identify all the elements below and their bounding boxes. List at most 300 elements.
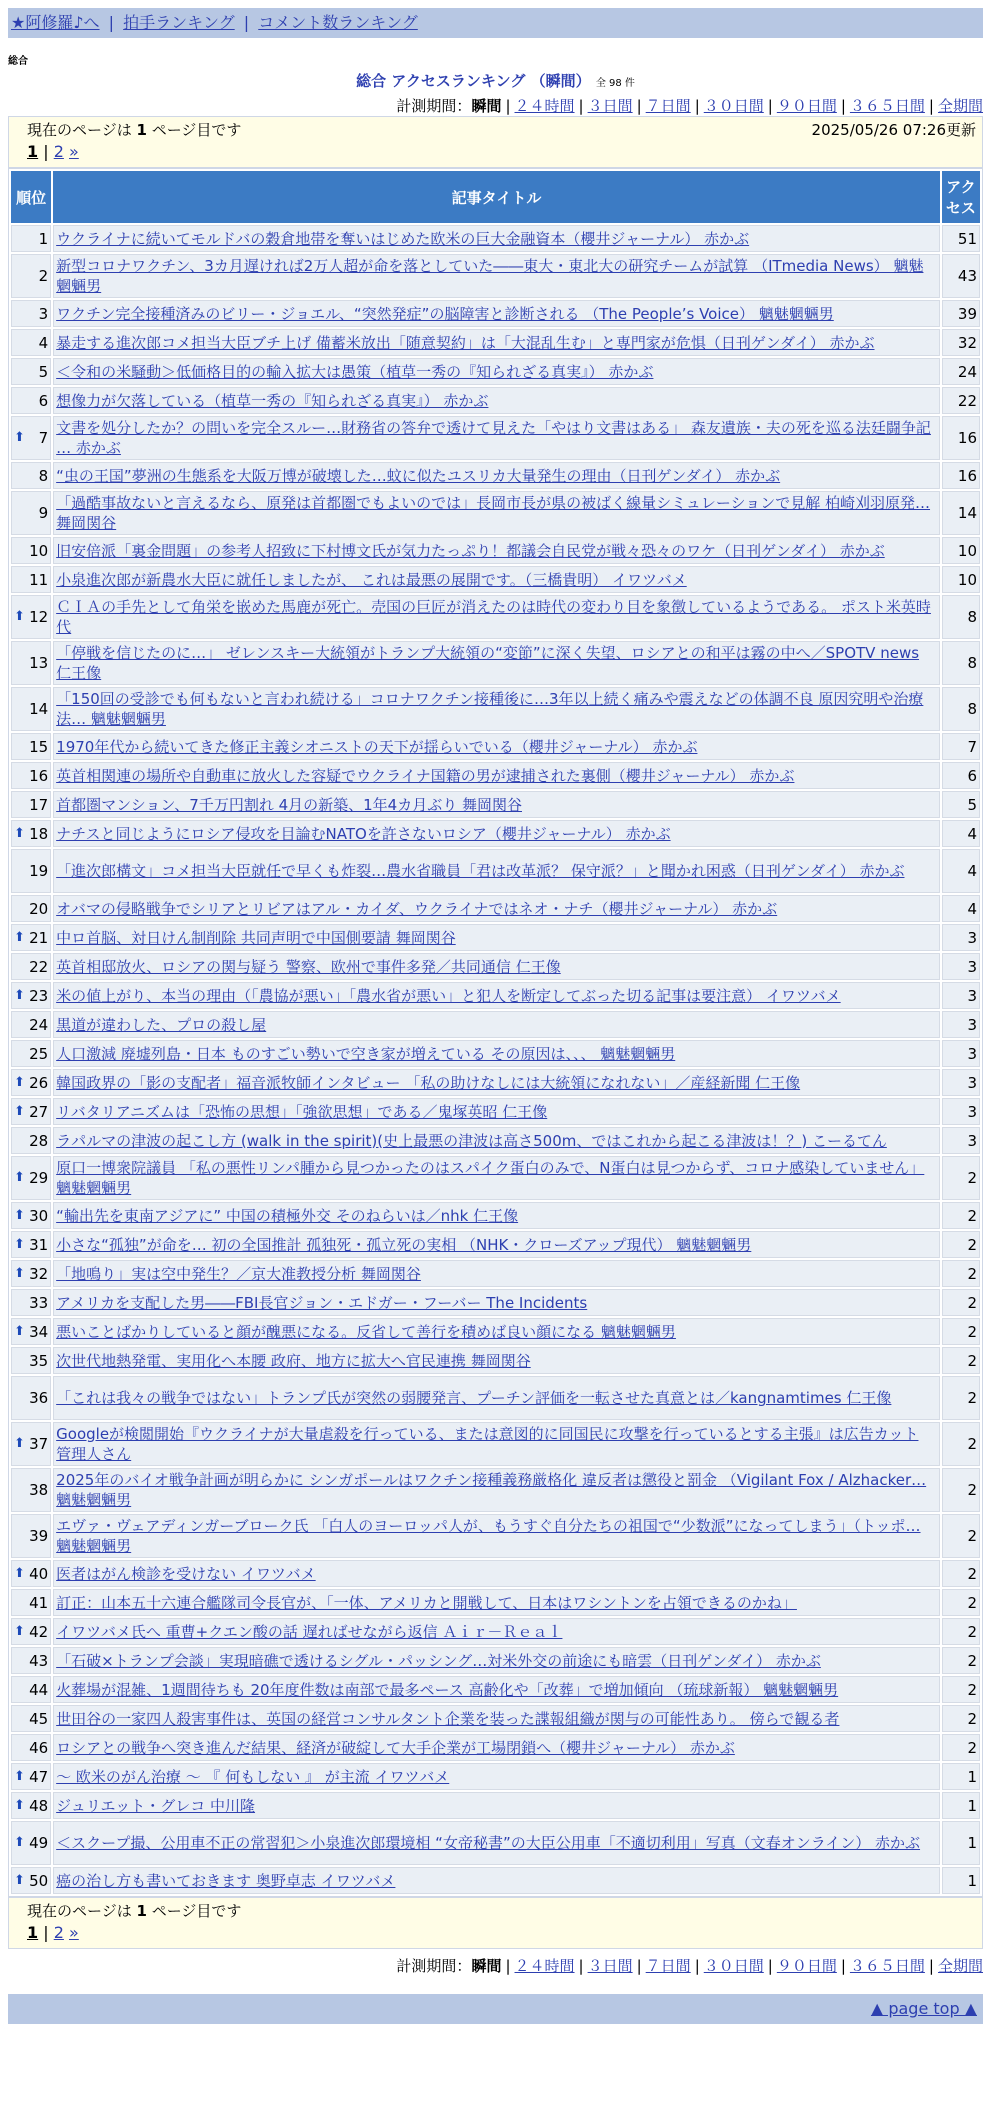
access-count: 1 — [942, 1763, 980, 1790]
access-count: 2 — [942, 1231, 980, 1258]
rank-cell — [11, 641, 51, 685]
period-separator: | — [636, 97, 642, 115]
article-link[interactable]: ロシアとの戦争へ突き進んだ結果、経済が破綻して大手企業が工場閉鎖へ（櫻井ジャーナル） 赤かぶ — [56, 1738, 735, 1757]
article-link[interactable]: Googleが検閲開始『ウクライナが大量虐殺を行っている、または意図的に同国民に攻撃を行っているとする主張』は広告カット 管理人さん — [56, 1425, 919, 1463]
table-row — [11, 953, 980, 980]
title-cell — [53, 1422, 940, 1466]
table-row — [11, 1260, 980, 1287]
page-link-2[interactable]: 2 — [53, 142, 64, 161]
title-cell — [53, 1011, 940, 1038]
article-link[interactable]: 「停戦を信じたのに…」 ゼレンスキー大統領がトランプ大統領の“変節”に深く失望、ロシアとの和平は霧の中へ／SPOTV news 仁王像 — [56, 644, 920, 682]
rank-cell — [11, 1734, 51, 1761]
rank-number: 45 — [29, 1709, 49, 1728]
rank-up-arrow-icon: ⬆ — [14, 1768, 25, 1784]
table-row — [11, 1156, 980, 1200]
table-row — [11, 1676, 980, 1703]
title-cell — [53, 1867, 940, 1894]
rank-number: 12 — [29, 608, 49, 626]
article-link[interactable]: 「地鳴り」実は空中発生？／京大准教授分析 舞岡関谷 — [56, 1264, 421, 1283]
rank-number: 47 — [29, 1767, 49, 1786]
access-count: 2 — [942, 1468, 980, 1512]
article-link[interactable]: ウクライナに続いてモルドバの穀倉地帯を奪いはじめた欧米の巨大金融資本（櫻井ジャーナル） 赤かぶ — [56, 229, 750, 248]
rank-number: 27 — [29, 1102, 49, 1121]
rank-number: 49 — [29, 1834, 49, 1852]
article-link[interactable]: 小さな“孤独”が命を… 初の全国推計 孤独死・孤立死の実相 （NHK・クローズアップ現代） 魑魅魍魎男 — [56, 1235, 752, 1254]
title-cell — [53, 982, 940, 1009]
table-row — [11, 895, 980, 922]
access-count: 14 — [942, 491, 980, 535]
rank-cell — [11, 1589, 51, 1616]
rank-cell — [11, 1676, 51, 1703]
article-link[interactable]: 「進次郎構文」コメ担当大臣就任で早くも炸裂…農水省職員「君は改革派？ 保守派？」と聞かれ困惑（日刊ゲンダイ） 赤かぶ — [56, 862, 905, 880]
article-link[interactable]: 医者はがん検診を受けない イワツバメ — [56, 1564, 316, 1583]
article-link[interactable]: 旧安倍派「裏金問題」の参考人招致に下村博文氏が気力たっぷり！都議会自民党が戦々恐々のワケ（日刊ゲンダイ） 赤かぶ — [56, 541, 885, 560]
rank-number: 48 — [29, 1796, 49, 1815]
rank-number: 17 — [29, 795, 49, 814]
table-row — [11, 924, 980, 951]
rank-number: 8 — [38, 466, 49, 485]
rank-cell — [11, 1156, 51, 1200]
rank-cell — [11, 982, 51, 1009]
table-row — [11, 1040, 980, 1067]
article-link[interactable]: 2025年のバイオ戦争計画が明らかに シンガポールはワクチン接種義務厳格化 違反者は懲役と罰金 （Vigilant Fox / Alzhacker… 魑魅魍魎男 — [56, 1471, 927, 1509]
title-cell — [53, 595, 940, 639]
table-row — [11, 1202, 980, 1229]
rank-cell — [11, 1069, 51, 1096]
period-link[interactable]: ３６５日間 — [849, 1957, 925, 1975]
article-link[interactable]: 「150回の受診でも何もないと言われ続ける」コロナワクチン接種後に…3年以上続く痛みや震えなどの体調不良 原因究明や治療法… 魑魅魍魎男 — [56, 690, 924, 728]
title-cell — [53, 1347, 940, 1374]
rank-up-arrow-icon: ⬆ — [14, 430, 25, 445]
title-cell — [53, 1821, 940, 1865]
period-link[interactable]: ３日間 — [587, 97, 633, 115]
rank-cell — [11, 1260, 51, 1287]
title-cell — [53, 358, 940, 385]
article-link[interactable]: ＣＩＡの手先として角栄を嵌めた馬鹿が死亡。売国の巨匠が消えたのは時代の変わり目を象徴しているようである。 ポスト米英時代 — [56, 598, 931, 636]
rank-cell — [11, 358, 51, 385]
rank-up-arrow-icon: ⬆ — [14, 1797, 25, 1813]
table-row — [11, 1821, 980, 1865]
rank-cell — [11, 820, 51, 847]
article-link[interactable]: 人口激減 廃墟列島・日本 ものすごい勢いで空き家が増えている その原因は、、、 魑魅魍魎男 — [56, 1044, 676, 1063]
rank-up-arrow-icon: ⬆ — [14, 929, 25, 945]
title-cell — [53, 1676, 940, 1703]
pager-bottom — [8, 1897, 983, 1949]
rank-number: 41 — [29, 1593, 49, 1612]
period-current: 瞬間 — [471, 97, 502, 115]
page-status: 現在のページは 1 ページ目です — [27, 121, 242, 139]
page-link-2[interactable]: 2 — [53, 1923, 64, 1942]
table-row — [11, 641, 980, 685]
access-count: 24 — [942, 358, 980, 385]
page-top-link[interactable]: ▲ page top ▲ — [870, 1999, 977, 2018]
title-cell — [53, 1647, 940, 1674]
pager-top — [8, 116, 983, 168]
page-links: 1 | 2 » — [27, 1923, 79, 1942]
rank-number: 11 — [29, 570, 49, 589]
access-count: 2 — [942, 1347, 980, 1374]
next-page-link[interactable]: » — [69, 1923, 79, 1942]
table-row — [11, 566, 980, 593]
title-cell — [53, 1260, 940, 1287]
period-selector-top — [8, 95, 983, 116]
rank-cell — [11, 1705, 51, 1732]
access-count: 3 — [942, 1011, 980, 1038]
title-cell — [53, 225, 940, 252]
title-cell — [53, 462, 940, 489]
access-count: 39 — [942, 300, 980, 327]
rank-number: 1 — [38, 229, 49, 248]
article-link[interactable]: ＜令和の米騒動＞低価格目的の輸入拡大は愚策（植草一秀の『知られざる真実』） 赤かぶ — [56, 362, 654, 381]
rank-cell — [11, 225, 51, 252]
article-link[interactable]: リバタリアニズムは「恐怖の思想」「強欲思想」である／鬼塚英昭 仁王像 — [56, 1102, 548, 1121]
period-link[interactable]: ９０日間 — [776, 97, 837, 115]
table-row — [11, 820, 980, 847]
page-link-current: 1 — [27, 1923, 39, 1942]
rank-number: 22 — [29, 957, 49, 976]
rank-number: 40 — [29, 1564, 49, 1583]
article-link[interactable]: 韓国政界の「影の支配者」福音派牧師インタビュー 「私の助けなしには大統領になれない」／産経新聞 仁王像 — [56, 1073, 801, 1092]
table-row — [11, 1514, 980, 1558]
table-row — [11, 1647, 980, 1674]
page-title: 総合 アクセスランキング （瞬間） — [356, 72, 591, 90]
access-count: 8 — [942, 641, 980, 685]
table-row — [11, 733, 980, 760]
table-row — [11, 1422, 980, 1466]
access-count: 10 — [942, 566, 980, 593]
rank-number: 16 — [29, 766, 49, 785]
access-count: 1 — [942, 1792, 980, 1819]
rank-cell — [11, 566, 51, 593]
table-row — [11, 791, 980, 818]
period-current: 瞬間 — [471, 1957, 502, 1975]
period-link[interactable]: ９０日間 — [776, 1957, 837, 1975]
column-header-access: アクセス — [942, 171, 980, 223]
article-link[interactable]: 悪いことばかりしていると顔が醜悪になる。反省して善行を積めば良い顔になる 魑魅魍魎男 — [56, 1322, 676, 1341]
article-link[interactable]: 黒道が違わした、プロの殺し屋 — [56, 1015, 267, 1034]
access-count: 2 — [942, 1422, 980, 1466]
period-link[interactable]: ３０日間 — [703, 1957, 764, 1975]
article-link[interactable]: 癌の治し方も書いておきます 奥野卓志 イワツバメ — [56, 1871, 396, 1890]
article-link[interactable]: 想像力が欠落している（植草一秀の『知られざる真実』） 赤かぶ — [56, 391, 489, 410]
rank-up-arrow-icon: ⬆ — [14, 1872, 25, 1888]
article-link[interactable]: 文書を処分したか？の問いを完全スルー…財務省の答弁で透けて見えた「やはり文書はある」 森友遺族・夫の死を巡る法廷闘争記 … 赤かぶ — [56, 419, 931, 457]
rank-number: 30 — [29, 1206, 49, 1225]
article-link[interactable]: 原口一博衆院議員 「私の悪性リンパ腫から見つかったのはスパイク蛋白のみで、N蛋白は見つからず、コロナ感染していません」 魑魅魍魎男 — [56, 1159, 925, 1197]
title-cell — [53, 1589, 940, 1616]
access-count: 3 — [942, 1069, 980, 1096]
title-cell — [53, 1318, 940, 1345]
rank-number: 31 — [29, 1235, 49, 1254]
title-cell — [53, 1734, 940, 1761]
rank-up-arrow-icon: ⬆ — [14, 1207, 25, 1223]
rank-number: 7 — [38, 429, 49, 447]
title-cell — [53, 820, 940, 847]
period-separator: | — [694, 1957, 700, 1975]
title-cell — [53, 1202, 940, 1229]
table-row — [11, 416, 980, 460]
nav-link-comment-ranking[interactable]: コメント数ランキング — [258, 13, 418, 32]
table-row — [11, 1867, 980, 1894]
title-cell — [53, 1127, 940, 1154]
article-link[interactable]: 次世代地熱発電、実用化へ本腰 政府、地方に拡大へ官民連携 舞岡関谷 — [56, 1351, 531, 1370]
table-row — [11, 1289, 980, 1316]
article-link[interactable]: 「これは我々の戦争ではない」トランプ氏が突然の弱腰発言、プーチン評価を一転させた真意とは／kangnamtimes 仁王像 — [56, 1389, 892, 1407]
rank-cell — [11, 791, 51, 818]
access-count: 2 — [942, 1318, 980, 1345]
rank-cell — [11, 595, 51, 639]
period-separator: | — [694, 97, 700, 115]
access-count: 3 — [942, 1127, 980, 1154]
table-row — [11, 491, 980, 535]
title-cell — [53, 924, 940, 951]
article-link[interactable]: 新型コロナワクチン、3カ月遅ければ2万人超が命を落としていた――東大・東北大の研究チームが試算 （ITmedia News） 魑魅魍魎男 — [56, 257, 924, 295]
nav-link-asyura-home[interactable]: ★阿修羅♪へ — [11, 13, 100, 32]
period-link[interactable]: ３６５日間 — [849, 97, 925, 115]
rank-cell — [11, 1231, 51, 1258]
access-count: 43 — [942, 254, 980, 298]
article-link[interactable]: ナチスと同じようにロシア侵攻を目論むNATOを許さないロシア（櫻井ジャーナル） 赤かぶ — [56, 824, 671, 843]
article-link[interactable]: 世田谷の一家四人殺害事件は、英国の経営コンサルタント企業を装った諜報組織が関与の可能性あり。 傍らで観る者 — [56, 1709, 840, 1728]
period-link[interactable]: ３０日間 — [703, 97, 764, 115]
article-link[interactable]: 1970年代から続いてきた修正主義シオニストの天下が揺らいでいる（櫻井ジャーナル） 赤かぶ — [56, 737, 698, 756]
period-label: 計測期間： — [396, 1957, 472, 1975]
title-cell — [53, 416, 940, 460]
article-link[interactable]: “輸出先を東南アジアに” 中国の積極外交 そのねらいは／nhk 仁王像 — [56, 1206, 519, 1225]
access-count: 4 — [942, 849, 980, 893]
rank-number: 21 — [29, 928, 49, 947]
rank-number: 26 — [29, 1073, 49, 1092]
rank-up-arrow-icon: ⬆ — [14, 987, 25, 1003]
rank-cell — [11, 895, 51, 922]
rank-cell — [11, 1127, 51, 1154]
table-row — [11, 595, 980, 639]
article-link[interactable]: “虫の王国”夢洲の生態系を大阪万博が破壊した…蚊に似たユスリカ大量発生の理由（日刊ゲンダイ） 赤かぶ — [56, 466, 781, 485]
article-link[interactable]: 首都圏マンション、7千万円割れ 4月の新築、1年4カ月ぶり 舞岡関谷 — [56, 795, 522, 814]
title-cell — [53, 491, 940, 535]
access-count: 16 — [942, 416, 980, 460]
title-cell — [53, 1618, 940, 1645]
title-cell — [53, 895, 940, 922]
rank-up-arrow-icon: ⬆ — [14, 825, 25, 841]
table-row — [11, 1069, 980, 1096]
rank-up-arrow-icon: ⬆ — [14, 1170, 25, 1185]
title-cell — [53, 641, 940, 685]
title-cell — [53, 687, 940, 731]
table-row — [11, 1792, 980, 1819]
title-cell — [53, 300, 940, 327]
rank-cell — [11, 1792, 51, 1819]
access-count: 2 — [942, 1589, 980, 1616]
article-link[interactable]: ワクチン完全接種済みのビリー・ジョエル、“突然発症”の脳障害と診断される （The People’s Voice） 魑魅魍魎男 — [56, 304, 834, 323]
table-row — [11, 358, 980, 385]
rank-number: 9 — [38, 504, 49, 522]
rank-number: 33 — [29, 1293, 49, 1312]
table-row — [11, 387, 980, 414]
table-row — [11, 982, 980, 1009]
period-label: 計測期間： — [396, 97, 472, 115]
rank-cell — [11, 953, 51, 980]
table-row — [11, 849, 980, 893]
title-cell — [53, 1040, 940, 1067]
rank-up-arrow-icon: ⬆ — [14, 609, 25, 624]
period-link[interactable]: ２４時間 — [514, 1957, 575, 1975]
title-cell — [53, 1156, 940, 1200]
rank-cell — [11, 1318, 51, 1345]
rank-up-arrow-icon: ⬆ — [14, 1323, 25, 1339]
title-cell — [53, 1468, 940, 1512]
access-count: 16 — [942, 462, 980, 489]
article-link[interactable]: 米の値上がり、本当の理由（「農協が悪い」「農水省が悪い」と犯人を断定してぶった切る記事は要注意） イワツバメ — [56, 986, 841, 1005]
rank-number: 10 — [29, 541, 49, 560]
rank-number: 43 — [29, 1651, 49, 1670]
rank-cell — [11, 1376, 51, 1420]
next-page-link[interactable]: » — [69, 142, 79, 161]
article-link[interactable]: 英首相邸放火、ロシアの関与疑う 警察、欧州で事件多発／共同通信 仁王像 — [56, 957, 561, 976]
article-link[interactable]: ラパルマの津波の起こし方 (walk in the spirit)(史上最悪の津波は高さ500m、ではこれから起こる津波は！？) こーるてん — [56, 1131, 887, 1150]
article-link[interactable]: エヴァ・ヴェアディンガーブローク氏 「白人のヨーロッパ人が、もうすぐ自分たちの祖国で“少数派”になってしまう」（トッポ… 魑魅魍魎男 — [56, 1517, 921, 1555]
period-link[interactable]: ３日間 — [587, 1957, 633, 1975]
article-link[interactable]: アメリカを支配した男――FBI長官ジョン・エドガー・フーバー The Incidents — [56, 1293, 588, 1312]
table-row — [11, 1127, 980, 1154]
rank-number: 6 — [38, 391, 49, 410]
rank-number: 35 — [29, 1351, 49, 1370]
nav-link-clap-ranking[interactable]: 拍手ランキング — [123, 13, 235, 32]
rank-cell — [11, 733, 51, 760]
table-row — [11, 687, 980, 731]
article-link[interactable]: 中ロ首脳、対日けん制削除 共同声明で中国側要請 舞岡関谷 — [56, 928, 456, 947]
rank-number: 29 — [29, 1169, 49, 1187]
period-separator: | — [578, 1957, 584, 1975]
period-link[interactable]: 全期間 — [937, 1957, 983, 1975]
rank-number: 23 — [29, 986, 49, 1005]
page-heading — [8, 70, 983, 91]
article-link[interactable]: 訂正：山本五十六連合艦隊司令長官が、「一体、アメリカと開戦して、日本はワシントンを占領できるのかね」 — [56, 1593, 797, 1612]
rank-number: 36 — [29, 1389, 49, 1407]
rank-number: 20 — [29, 899, 49, 918]
title-cell — [53, 537, 940, 564]
title-cell — [53, 1098, 940, 1125]
rank-cell — [11, 1618, 51, 1645]
article-link[interactable]: ＜スクープ撮、公用車不正の常習犯＞小泉進次郎環境相 “女帝秘書”の大臣公用車「不適切利用」写真（文春オンライン） 赤かぶ — [56, 1834, 921, 1852]
period-separator: | — [505, 97, 511, 115]
access-count: 5 — [942, 791, 980, 818]
rank-number: 2 — [38, 267, 49, 285]
article-link[interactable]: 小泉進次郎が新農水大臣に就任しましたが、 これは最悪の展開です。（三橋貴明） イワツバメ — [56, 570, 687, 589]
table-row — [11, 537, 980, 564]
rank-number: 18 — [29, 824, 49, 843]
rank-cell — [11, 1011, 51, 1038]
page-link-current: 1 — [27, 142, 39, 161]
article-link[interactable]: イワツバメ氏へ 重曹+クエン酸の話 遅ればせながら返信 Ａｉｒ－Ｒｅａｌ — [56, 1622, 563, 1641]
article-link[interactable]: ～ 欧米のがん治療 ～ 『 何もしない 』 が主流 イワツバメ — [56, 1767, 450, 1786]
period-selector-bottom — [8, 1955, 983, 1976]
rank-cell — [11, 1098, 51, 1125]
rank-cell — [11, 1040, 51, 1067]
rank-number: 15 — [29, 737, 49, 756]
rank-up-arrow-icon: ⬆ — [14, 1103, 25, 1119]
period-separator: | — [767, 97, 773, 115]
rank-cell — [11, 387, 51, 414]
article-link[interactable]: 火葬場が混雑、1週間待ちも 20年度件数は南部で最多ペース 高齢化や「改葬」で増加傾向 （琉球新報） 魑魅魍魎男 — [56, 1680, 839, 1699]
article-link[interactable]: オバマの侵略戦争でシリアとリビアはアル・カイダ、ウクライナではネオ・ナチ（櫻井ジャーナル） 赤かぶ — [56, 899, 778, 918]
access-count: 2 — [942, 1676, 980, 1703]
title-cell — [53, 1231, 940, 1258]
rank-number: 3 — [38, 304, 49, 323]
updated-timestamp: 2025/05/26 07:26更新 — [811, 121, 976, 139]
access-count: 2 — [942, 1514, 980, 1558]
title-cell — [53, 1560, 940, 1587]
title-cell — [53, 1514, 940, 1558]
period-separator: | — [578, 97, 584, 115]
rank-cell — [11, 462, 51, 489]
article-link[interactable]: 暴走する進次郎コメ担当大臣ブチ上げ 備蓄米放出「随意契約」は「大混乱生む」と専門家が危惧（日刊ゲンダイ） 赤かぶ — [56, 333, 875, 352]
rank-cell — [11, 416, 51, 460]
rank-cell — [11, 1763, 51, 1790]
table-row — [11, 462, 980, 489]
rank-up-arrow-icon: ⬆ — [14, 1623, 25, 1639]
rank-cell — [11, 1647, 51, 1674]
rank-cell — [11, 1514, 51, 1558]
access-count: 2 — [942, 1647, 980, 1674]
access-count: 2 — [942, 1734, 980, 1761]
access-count: 2 — [942, 1705, 980, 1732]
title-cell — [53, 387, 940, 414]
period-link[interactable]: ７日間 — [645, 97, 691, 115]
table-row — [11, 225, 980, 252]
article-link[interactable]: 「過酷事故ないと言えるなら、原発は首都圏でもよいのでは」長岡市長が県の被ばく線量シミュレーションで見解 柏崎刈羽原発… 舞岡関谷 — [56, 494, 931, 532]
table-row — [11, 1098, 980, 1125]
period-link[interactable]: ２４時間 — [514, 97, 575, 115]
rank-number: 5 — [38, 362, 49, 381]
article-link[interactable]: 英首相関連の場所や自動車に放火した容疑でウクライナ国籍の男が逮捕された裏側（櫻井ジャーナル） 赤かぶ — [56, 766, 795, 785]
rank-cell — [11, 1422, 51, 1466]
article-link[interactable]: ジュリエット・グレコ 中川隆 — [56, 1796, 256, 1815]
table-row — [11, 1468, 980, 1512]
table-row — [11, 1705, 980, 1732]
table-row — [11, 1560, 980, 1587]
rank-up-arrow-icon: ⬆ — [14, 1835, 25, 1850]
rank-cell — [11, 300, 51, 327]
title-cell — [53, 791, 940, 818]
access-count: 4 — [942, 895, 980, 922]
table-row — [11, 1589, 980, 1616]
top-nav-bar — [8, 8, 983, 38]
access-count: 3 — [942, 924, 980, 951]
article-link[interactable]: 「石破×トランプ会談」実現暗礁で透けるシグル・パッシング…対米外交の前途にも暗雲（日刊ゲンダイ） 赤かぶ — [56, 1651, 821, 1670]
rank-number: 32 — [29, 1264, 49, 1283]
access-count: 2 — [942, 1618, 980, 1645]
title-cell — [53, 1763, 940, 1790]
period-link[interactable]: ７日間 — [645, 1957, 691, 1975]
table-row — [11, 1734, 980, 1761]
access-count: 22 — [942, 387, 980, 414]
access-count: 3 — [942, 1040, 980, 1067]
rank-number: 13 — [29, 654, 49, 672]
rank-cell — [11, 1289, 51, 1316]
rank-number: 34 — [29, 1322, 49, 1341]
period-link[interactable]: 全期間 — [937, 97, 983, 115]
rank-up-arrow-icon: ⬆ — [14, 1436, 25, 1451]
rank-up-arrow-icon: ⬆ — [14, 1236, 25, 1252]
title-cell — [53, 1792, 940, 1819]
table-row — [11, 300, 980, 327]
title-cell — [53, 254, 940, 298]
table-row — [11, 329, 980, 356]
rank-cell — [11, 1468, 51, 1512]
rank-cell — [11, 924, 51, 951]
rank-up-arrow-icon: ⬆ — [14, 1074, 25, 1090]
